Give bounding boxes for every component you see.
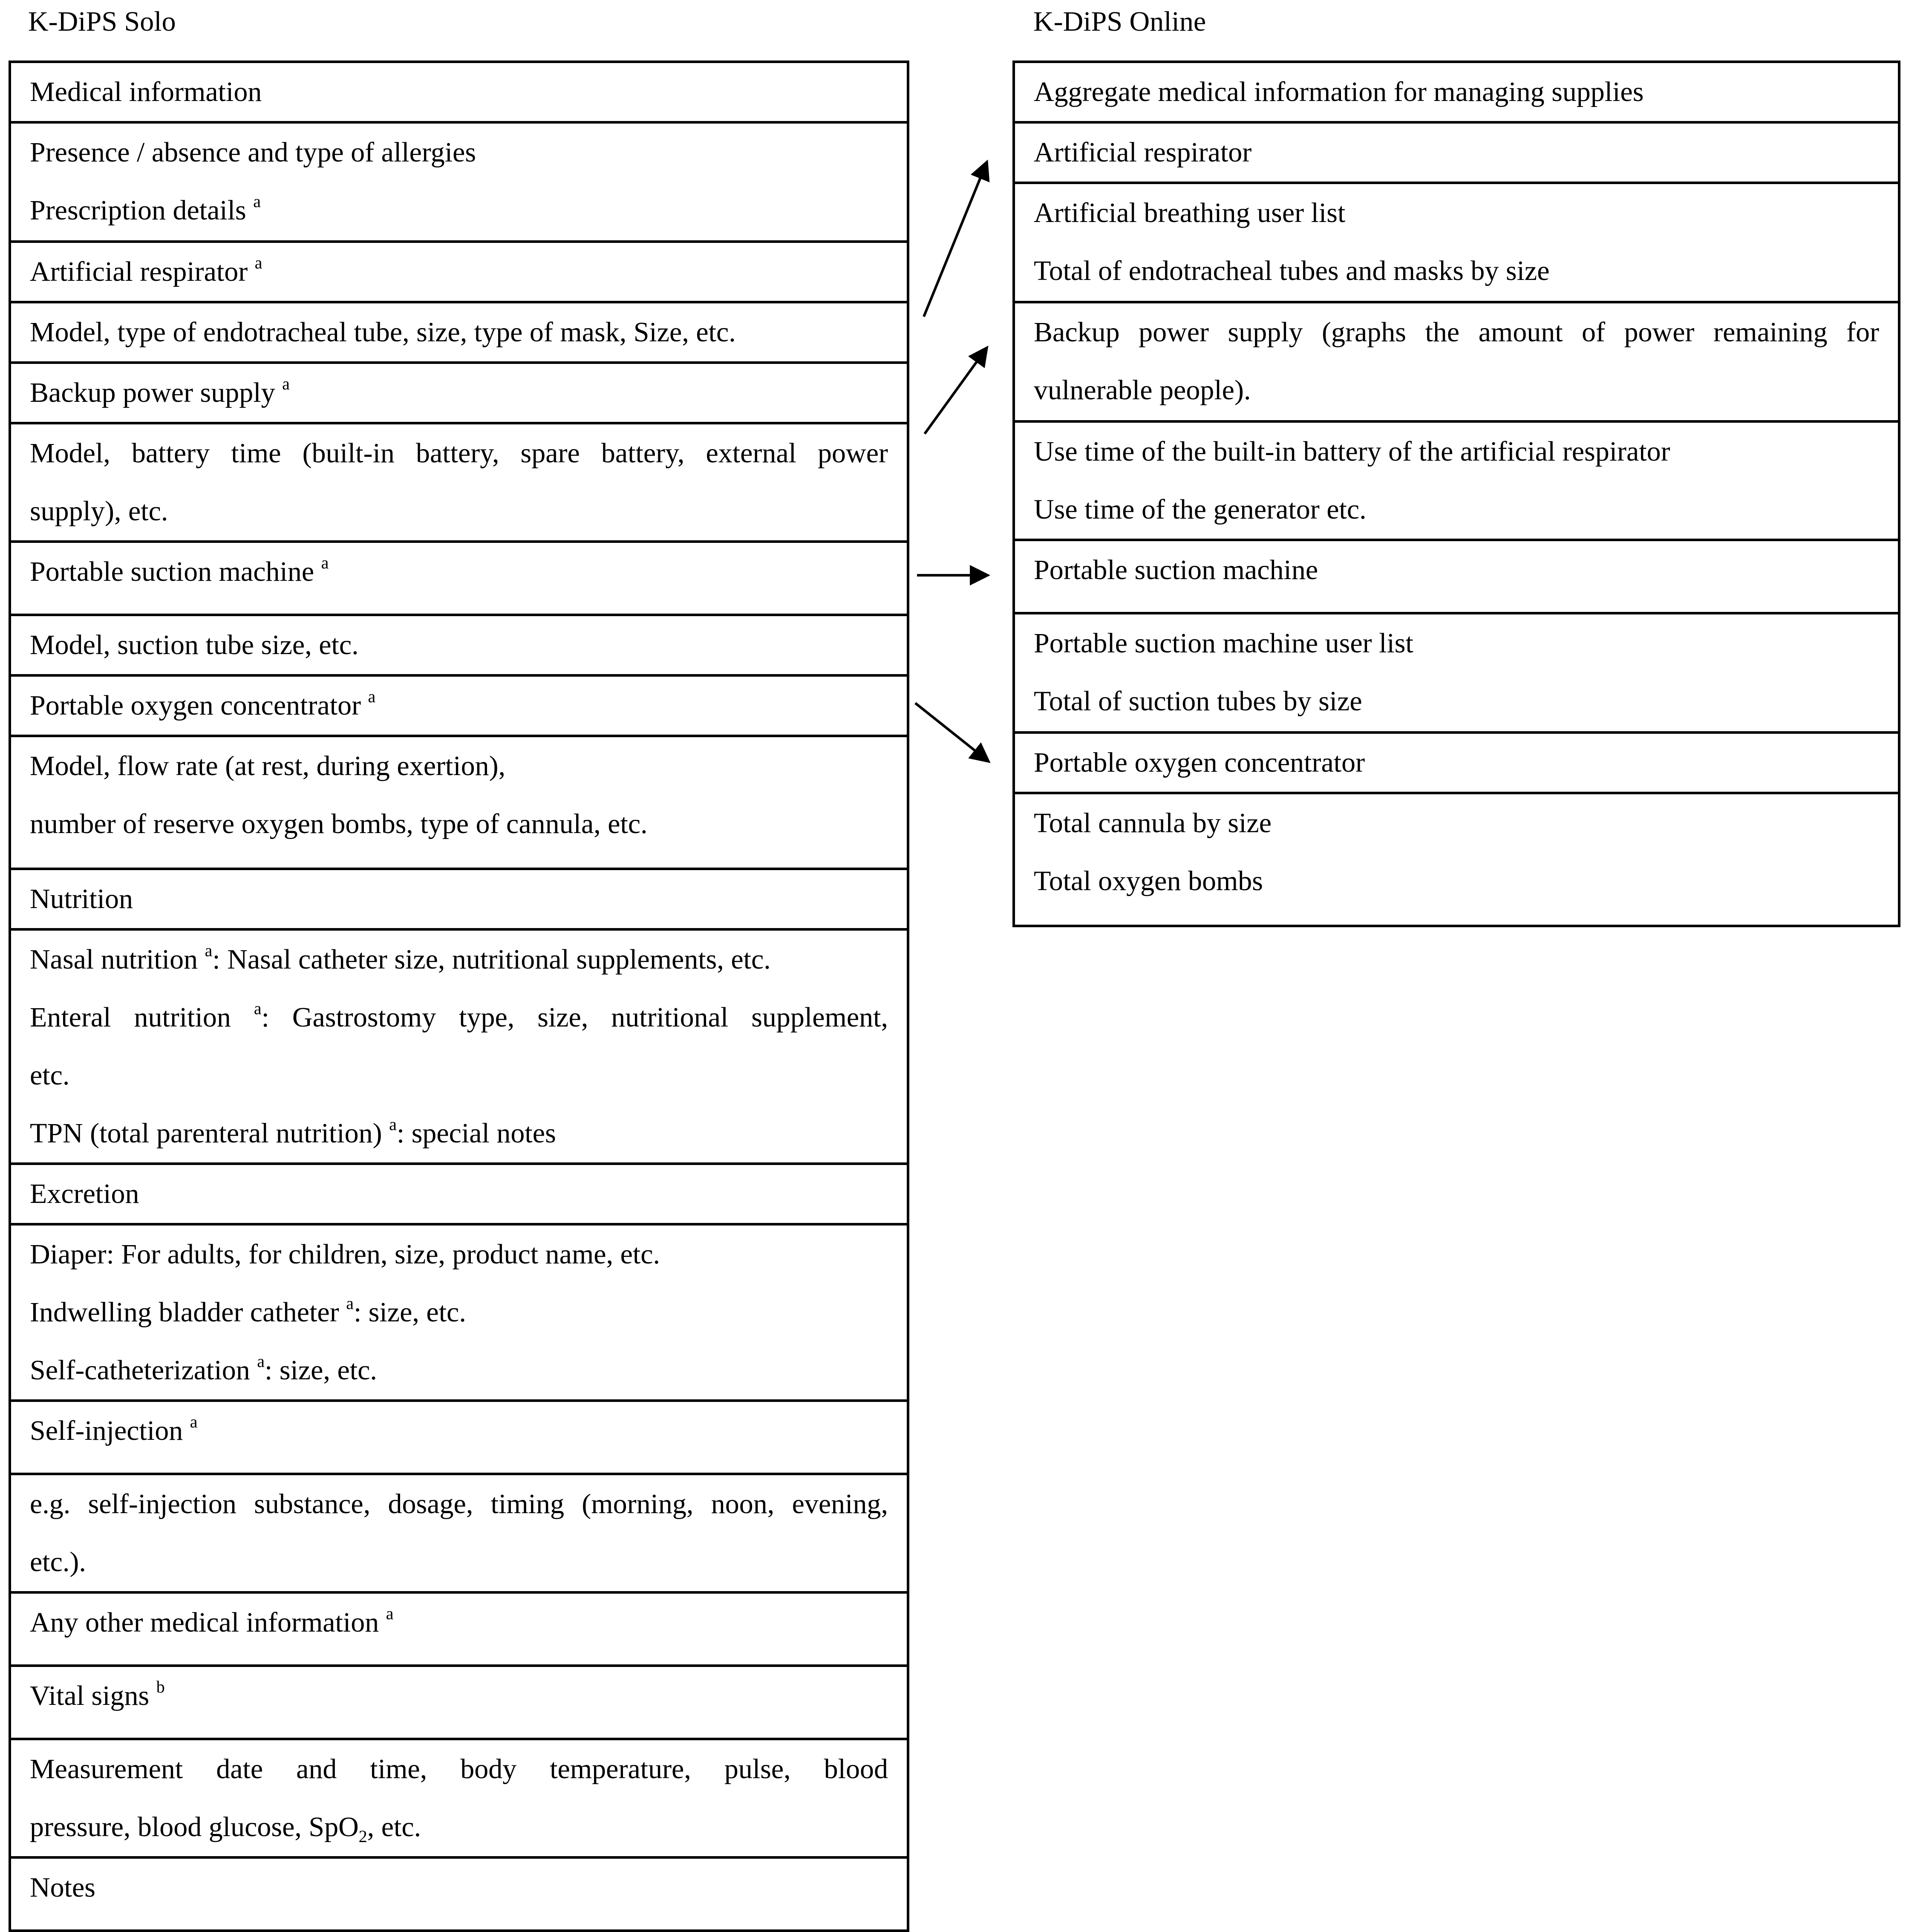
list-item: pressure, blood glucose, SpO$_2$, etc. <box>30 1811 421 1846</box>
section-heading-self-injection: Self-injection $^a$ <box>30 1412 198 1446</box>
right-column-title: K-DiPS Online <box>1033 6 1206 37</box>
list-item: Nasal nutrition $^a$: Nasal catheter size, nutritional supplements, etc. <box>30 941 771 975</box>
section-heading-artificial-respirator: Artificial respirator $^a$ <box>30 253 262 287</box>
list-item: number of reserve oxygen bombs, type of cannula, etc. <box>30 808 648 839</box>
section-heading-portable-oxygen-concentrator: Portable oxygen concentrator <box>1034 747 1365 778</box>
list-item: Use time of the generator etc. <box>1034 494 1367 525</box>
list-item: vulnerable people). <box>1034 375 1251 406</box>
list-item: Model, battery time (built-in battery, spare battery, external power <box>30 438 888 469</box>
section-heading-other-medical-information: Any other medical information $^a$ <box>30 1604 394 1638</box>
list-item: Self-catheterization $^a$: size, etc. <box>30 1352 377 1386</box>
list-item: Artificial breathing user list <box>1034 197 1346 228</box>
list-item: Model, suction tube size, etc. <box>30 629 359 660</box>
list-item: Portable suction machine user list <box>1034 628 1413 659</box>
left-column-title: K-DiPS Solo <box>28 6 176 37</box>
section-heading-excretion: Excretion <box>30 1178 139 1209</box>
list-item: Model, type of endotracheal tube, size, type of mask, Size, etc. <box>30 317 736 348</box>
section-heading-portable-oxygen-concentrator: Portable oxygen concentrator $^a$ <box>30 687 376 721</box>
section-heading-aggregate-medical-information: Aggregate medical information for managing supplies <box>1034 76 1644 107</box>
section-heading-portable-suction-machine: Portable suction machine <box>1034 554 1318 585</box>
arrow-backup-power-supply <box>925 348 987 434</box>
section-heading-nutrition: Nutrition <box>30 883 133 914</box>
arrow-artificial-respirator <box>924 162 987 317</box>
list-item: etc. <box>30 1060 70 1091</box>
section-heading-artificial-respirator: Artificial respirator <box>1034 137 1252 168</box>
list-item: Total oxygen bombs <box>1034 865 1263 897</box>
list-item: Prescription details $^a$ <box>30 192 261 226</box>
section-heading-notes: Notes <box>30 1872 95 1903</box>
list-item: TPN (total parenteral nutrition) $^a$: special notes <box>30 1115 556 1149</box>
list-item: Indwelling bladder catheter $^a$: size, etc. <box>30 1294 466 1328</box>
arrow-portable-oxygen-concentrator <box>915 703 989 761</box>
list-item: Total of suction tubes by size <box>1034 686 1362 717</box>
section-heading-backup-power-supply: Backup power supply $^a$ <box>30 374 290 408</box>
list-item: e.g. self-injection substance, dosage, timing (morning, noon, evening, <box>30 1488 888 1520</box>
list-item: Enteral nutrition $^a$: Gastrostomy type, size, nutritional supplement, <box>30 999 888 1033</box>
list-item: Diaper: For adults, for children, size, product name, etc. <box>30 1239 660 1270</box>
section-heading-vital-signs: Vital signs $^b$ <box>30 1677 165 1711</box>
list-item: Presence / absence and type of allergies <box>30 137 476 168</box>
list-item: supply), etc. <box>30 496 168 527</box>
list-item: Use time of the built-in battery of the artificial respirator <box>1034 436 1670 467</box>
section-heading-portable-suction-machine: Portable suction machine $^a$ <box>30 553 329 587</box>
list-item: Measurement date and time, body temperature, pulse, blood <box>30 1753 888 1785</box>
section-heading-backup-power-supply: Backup power supply (graphs the amount of power remaining for <box>1034 317 1879 348</box>
list-item: Total of endotracheal tubes and masks by size <box>1034 255 1550 286</box>
list-item: etc.). <box>30 1546 86 1577</box>
list-item: Model, flow rate (at rest, during exertion), <box>30 750 506 781</box>
list-item: Total cannula by size <box>1034 807 1272 839</box>
section-heading-medical-information: Medical information <box>30 76 262 107</box>
